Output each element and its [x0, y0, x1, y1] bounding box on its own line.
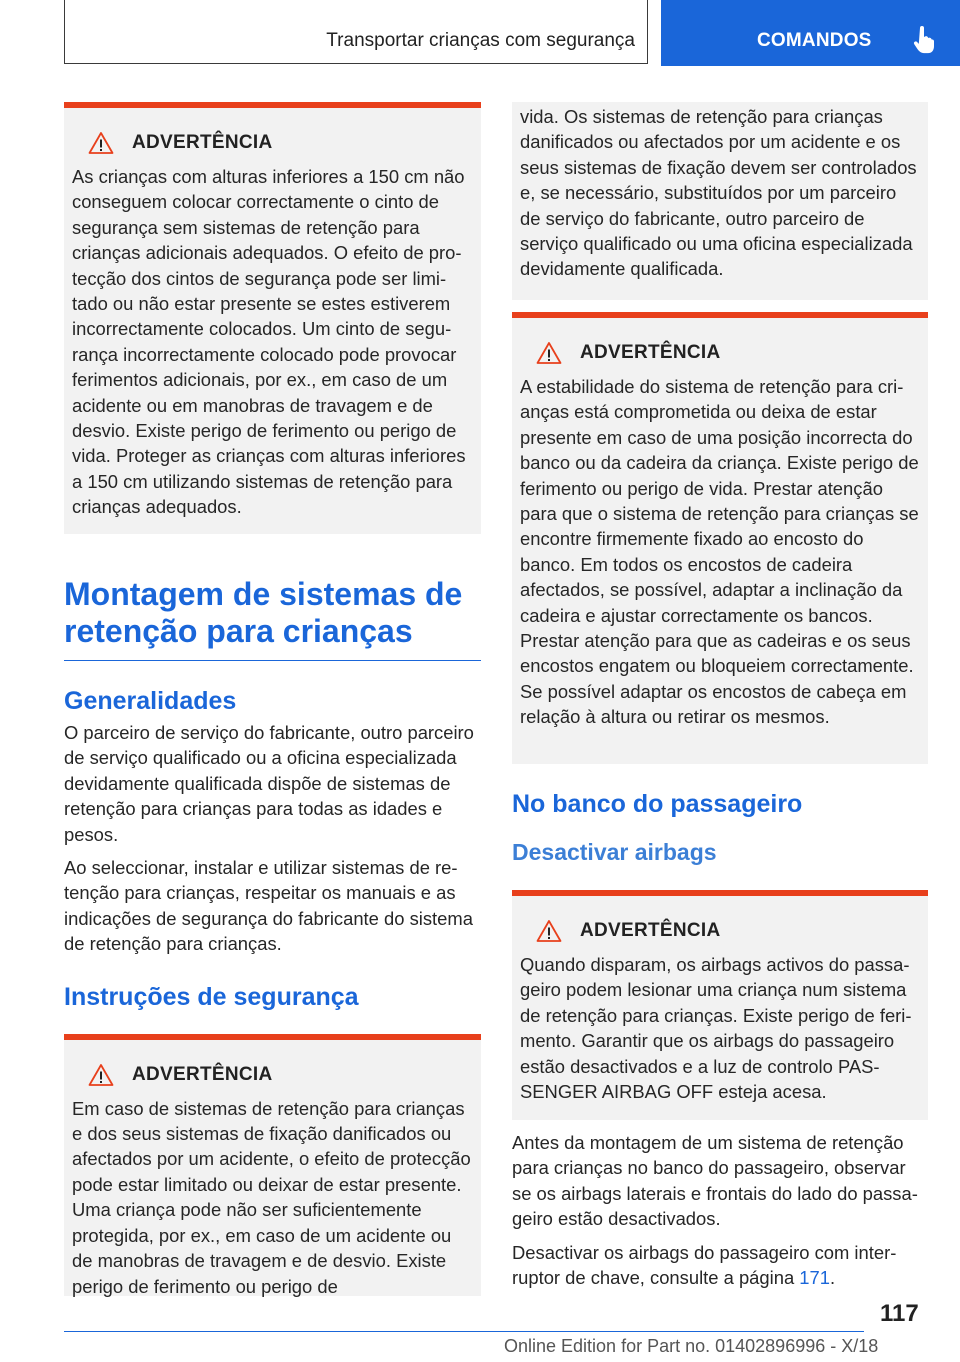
paragraph-generalidades-1: O parceiro de serviço do fabricante, outro parceiro de serviço qualificado ou a oficina especializada devidamente qualificada dispõe de sistemas de retenção para crianças para todas as idades e pesos. — [64, 722, 474, 845]
heading-instrucoes: Instruções de segurança — [64, 982, 359, 1011]
warning-title: ADVERTÊNCIA — [580, 920, 721, 941]
warning-text: As crianças com alturas inferiores a 150 cm não conseguem colocar correctamente o cinto de segurança sem sistemas de retenção para crianças adicionais adequados. O efeito de protecção dos cintos de segurança pode ser limitado ou não estar presente se estes estiverem incorrectamente colocados. Um cinto de segurança incorrectamente colocado pode provocar ferimentos adicionais, por ex., em caso de um acidente ou em manobras de travagem e de desvio. Existe perigo de ferimento ou perigo de vida. Proteger as crianças com alturas inferiores a 150 cm utilizando sistemas de retenção para crianças adequados. — [72, 166, 466, 518]
tab-comandos[interactable] — [661, 0, 960, 66]
warning-box-seat-position — [512, 312, 928, 764]
warning-text: Quando disparam, os airbags activos do passageiro podem lesionar uma criança num sistema de retenção para crianças. Existe perigo de ferimento. Garantir que os airbags do passageiro estão desactivados e a luz de controlo PASSENGER AIRBAG OFF esteja acesa. — [520, 954, 912, 1103]
warning-title: ADVERTÊNCIA — [580, 342, 721, 363]
section-title: Transportar crianças com segurança — [326, 30, 635, 51]
warning-title: ADVERTÊNCIA — [132, 132, 273, 153]
page-reference-link[interactable]: 171 — [799, 1267, 830, 1289]
paragraph-airbags-deactivate — [512, 1240, 928, 1291]
warning-box-continuation — [512, 102, 928, 300]
warning-triangle-icon — [536, 919, 562, 943]
warning-triangle-icon — [536, 341, 562, 365]
heading-desactivar-airbags: Desactivar airbags — [512, 839, 717, 865]
paragraph-generalidades-2: Ao seleccionar, instalar e utilizar sistemas de retenção para crianças, respeitar os manuais e as indicações de segurança do fabricante do sistema de retenção para crianças. — [64, 857, 473, 955]
heading-banco-passageiro: No banco do passageiro — [512, 790, 803, 818]
page-number: 117 — [880, 1300, 919, 1327]
heading-generalidades: Generalidades — [64, 687, 237, 715]
paragraph-airbags-check: Antes da montagem de um sistema de retenção para crianças no banco do passageiro, observar se os airbags laterais e frontais do lado do passageiro estão desactivados. — [512, 1132, 918, 1230]
warning-title: ADVERTÊNCIA — [132, 1063, 273, 1085]
left-column — [64, 102, 481, 1296]
pointing-hand-icon — [913, 26, 935, 54]
tab-comandos-label: COMANDOS — [757, 30, 872, 51]
warning-text: A estabilidade do sistema de retenção para crianças está comprometida ou deixa de estar presente em caso de uma posição incorrecta do banco ou da cadeira da criança. Existe perigo de ferimento ou perigo de vida. Prestar atenção para que o sistema de retenção para crianças se encontre firmemente fixado ao encosto do banco. Em todos os encostos de cadeira afectados, se possível, adaptar a inclinação da cadeira e ajustar correctamente os bancos. Prestar atenção para que as cadeiras e os seus encostos engatem ou bloqueiem correctamente. Se possível adaptar os encostos de cabeça em relação à altura ou retirar os mesmos. — [520, 376, 919, 728]
warning-text: Em caso de sistemas de retenção para crianças e dos seus sistemas de fixação danificados ou afectados por um acidente, o efeito de protecção pode estar limitado ou deixar de estar presente. Uma criança pode não ser suficientemente protegida, por ex., em caso de um acidente ou de manobras de travagem e de desvio. Existe perigo de ferimento ou perigo de — [72, 1097, 471, 1297]
footer-divider — [64, 1331, 864, 1332]
right-column — [512, 102, 928, 1290]
warning-box-damaged-systems — [64, 1034, 481, 1296]
warning-text-continuation: vida. Os sistemas de retenção para crianças danificados ou afectados por um acidente e os seus sistemas de fixação devem ser controlados e, se necessário, substituídos por um parceiro de serviço do fabricante, outro parceiro de serviço qualificado ou uma oficina especializada devidamente qualificada. — [520, 106, 917, 280]
footer-edition: Online Edition for Part no. 01402896996 - X/18 — [504, 1336, 879, 1356]
warning-box-child-height — [64, 102, 481, 534]
paragraph-end: . — [829, 1267, 836, 1289]
warning-triangle-icon — [88, 1063, 114, 1087]
warning-triangle-icon — [88, 131, 114, 155]
paragraph-text: Desactivar os airbags do passageiro com interruptor de chave, consulte a página — [512, 1241, 897, 1289]
section-heading: Montagem de sistemas de retenção para crianças — [64, 576, 481, 661]
warning-box-airbags — [512, 890, 928, 1120]
header-section-box — [64, 0, 648, 64]
